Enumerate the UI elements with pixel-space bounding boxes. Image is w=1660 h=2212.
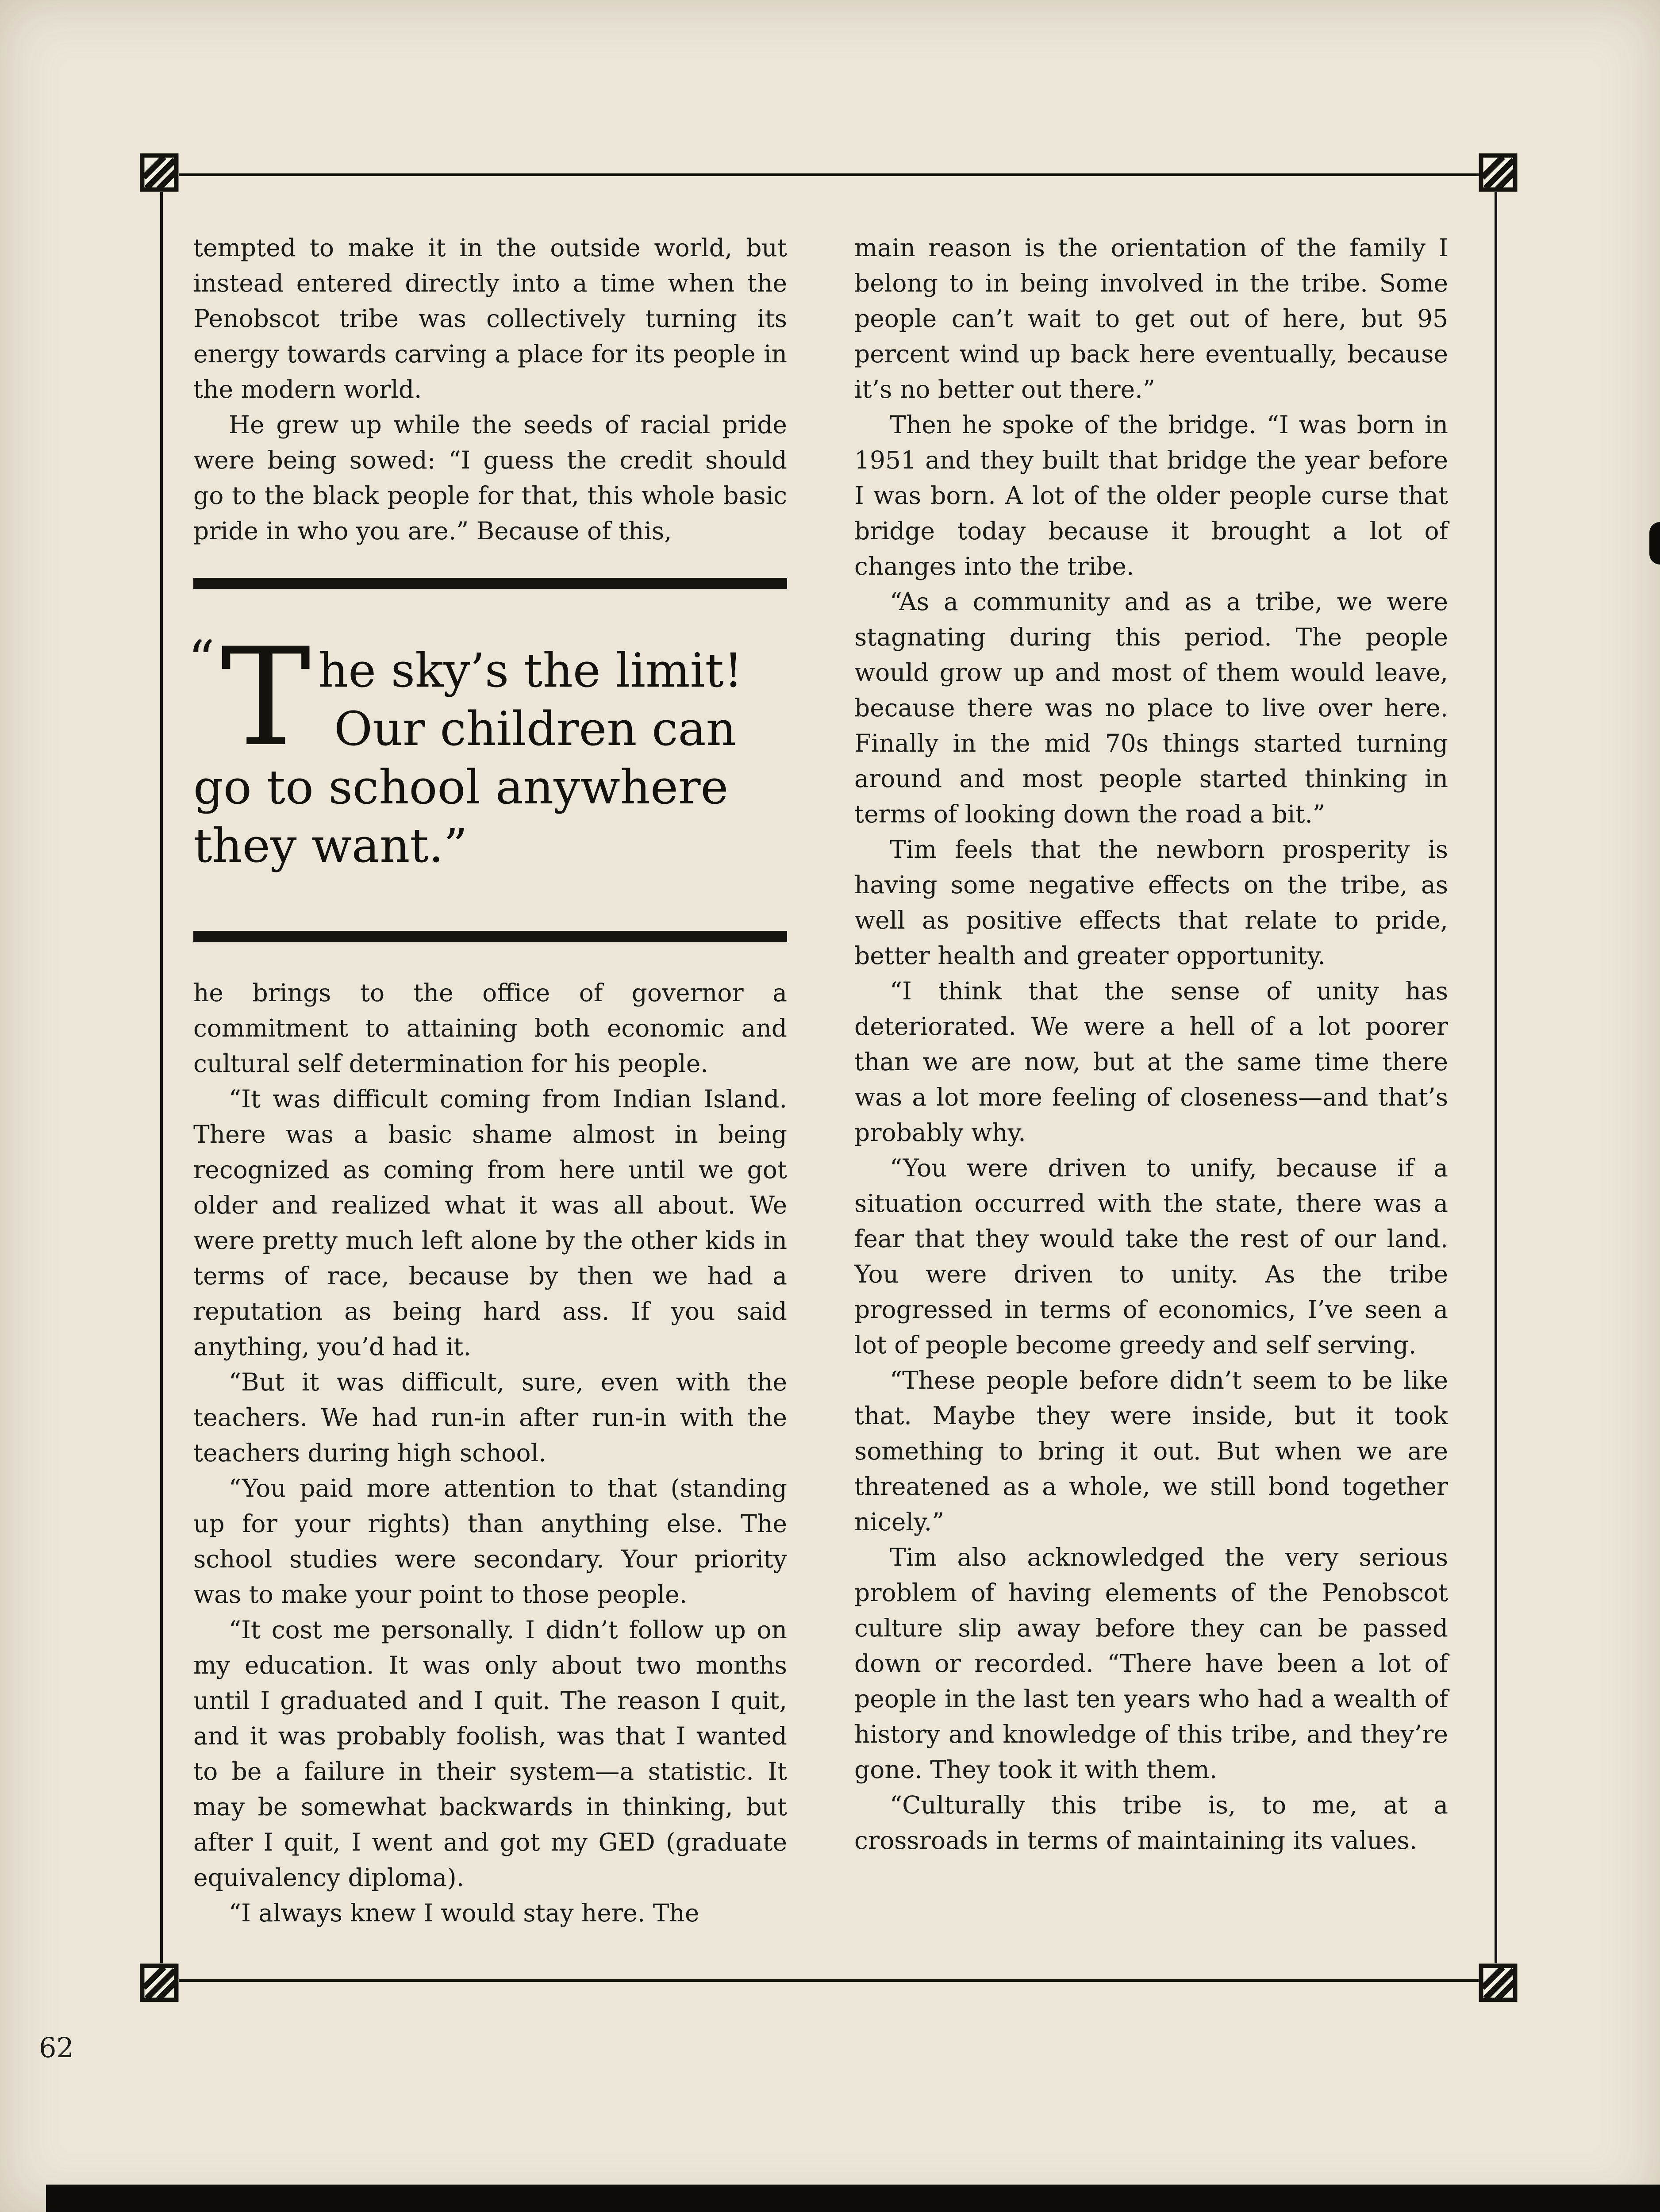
- pull-quote-rule-top: [193, 578, 787, 589]
- pull-quote-line: they want.”: [193, 818, 468, 873]
- body-paragraph: Tim also acknowledged the very serious problem of having elements of the Penobscot culture slip away before they can be passed down or recorded. “There have been a lot of people in the last ten years who had a wealth of history and knowledge of this tribe, and they’re gone. They took it with them.: [854, 1543, 1448, 1784]
- pull-quote-line: Our children can: [334, 702, 737, 756]
- body-paragraph: “But it was difficult, sure, even with the teachers. We had run-in after run-in with the teachers during high school.: [193, 1368, 787, 1467]
- body-paragraph: main reason is the orientation of the family I belong to in being involved in the tribe. Some people can’t wait to get out of here, but 95 percent wind up back here eventually, because it’s no better out there.”: [854, 234, 1448, 403]
- pull-quote-line: he sky’s the limit!: [318, 643, 743, 698]
- corner-ornament-icon: [140, 153, 179, 192]
- body-paragraph: “You paid more attention to that (standing up for your rights) than anything else. The school studies were secondary. Your priority was to make your point to those people.: [193, 1474, 787, 1609]
- body-paragraph: he brings to the office of governor a commitment to attaining both economic and cultural self determination for his people.: [193, 979, 787, 1078]
- body-paragraph: “These people before didn’t seem to be like that. Maybe they were inside, but it took something to bring it out. But when we are threatened as a whole, we still bond together nicely.”: [854, 1366, 1448, 1536]
- body-paragraph: “You were driven to unify, because if a situation occurred with the state, there was a fear that they would take the rest of our land. You were driven to unity. As the tribe progressed in terms of economics, I’ve seen a lot of people become greedy and self serving.: [854, 1154, 1448, 1359]
- scan-artifact-bottom: [46, 2185, 1660, 2212]
- open-quote-mark: “: [188, 629, 215, 690]
- corner-ornament-icon: [140, 1963, 179, 2002]
- body-paragraph: “It cost me personally. I didn’t follow up on my education. It was only about two months until I graduated and I quit. The reason I quit, and it was probably foolish, was that I wanted to be a failure in their system—a statistic. It may be somewhat backwards in thinking, but after I quit, I went and got my GED (graduate equivalency diploma).: [193, 1616, 787, 1892]
- pull-quote: [188, 619, 787, 875]
- body-paragraph: “It was difficult coming from Indian Island. There was a basic shame almost in being recognized as coming from here until we got older and realized what it was all about. We were pretty much left alone by the other kids in terms of race, because by then we had a reputation as being hard ass. If you said anything, you’d had it.: [193, 1085, 787, 1361]
- body-paragraph: “As a community and as a tribe, we were stagnating during this period. The people would grow up and most of them would leave, because there was no place to live over here. Finally in the mid 70s things started turning around and most people started thinking in terms of looking down the road a bit.”: [854, 588, 1448, 828]
- body-paragraph: “I always knew I would stay here. The: [229, 1899, 699, 1927]
- drop-cap: T: [221, 619, 311, 776]
- pull-quote-rule-bottom: [193, 931, 787, 942]
- corner-ornament-icon: [1479, 1963, 1518, 2002]
- corner-ornament-icon: [1479, 153, 1518, 192]
- body-paragraph: tempted to make it in the outside world, but instead entered directly into a time when the Penobscot tribe was collectively turning its energy towards carving a place for its people in the modern world.: [193, 234, 787, 403]
- body-paragraph: He grew up while the seeds of racial pride were being sowed: “I guess the credit should go to the black people for that, this whole basic pride in who you are.” Because of this,: [193, 411, 787, 545]
- page-content: [188, 230, 1448, 1931]
- text-column-right: [854, 230, 1448, 1931]
- body-paragraph: Then he spoke of the bridge. “I was born in 1951 and they built that bridge the year before I was born. A lot of the older people curse that bridge today because it brought a lot of changes into the tribe.: [854, 411, 1448, 580]
- pull-quote-line: go to school anywhere: [193, 760, 729, 814]
- scan-artifact-right: [1649, 522, 1660, 565]
- body-paragraph: Tim feels that the newborn prosperity is having some negative effects on the tribe, as well as positive effects that relate to pride, better health and greater opportunity.: [854, 835, 1448, 970]
- body-paragraph: “Culturally this tribe is, to me, at a crossroads in terms of maintaining its values.: [854, 1791, 1448, 1855]
- page-number: 62: [39, 2032, 74, 2064]
- text-column-left: [188, 230, 787, 1931]
- body-paragraph: “I think that the sense of unity has deteriorated. We were a hell of a lot poorer than we are now, but at the same time there was a lot more feeling of closeness—and that’s probably why.: [854, 977, 1448, 1147]
